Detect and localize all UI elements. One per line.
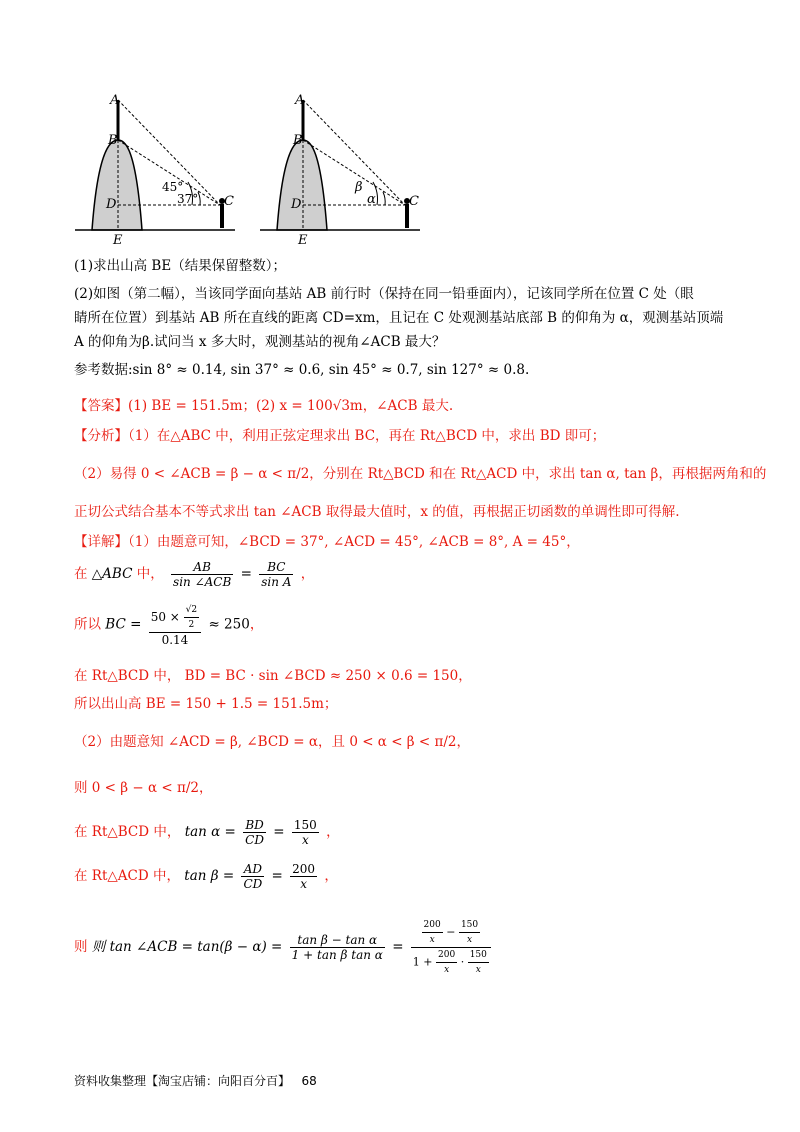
analysis-2: （2）易得 0 < ∠ACB = β − α < π/2，分别在 Rt△BCD 和在 Rt△ACD 中，求出 tan α, tan β，再根据两角和的: [74, 466, 767, 482]
reference-data: 参考数据:sin 8° ≈ 0.14, sin 37° ≈ 0.6, sin 45° ≈ 0.7, sin 127° ≈ 0.8.: [74, 362, 530, 378]
svg-text:D: D: [291, 197, 302, 212]
svg-text:C: C: [409, 194, 419, 209]
detail-7: 则 0 < β − α < π/2，: [74, 780, 213, 796]
analysis-3: 正切公式结合基本不等式求出 tan ∠ACB 取得最大值时，x 的值，再根据正切函数的单调性即可得解.: [74, 504, 680, 520]
analysis-1: 【分析】（1）在△ABC 中，利用正弦定理求出 BC，再在 Rt△BCD 中，求出 BD 即可；: [74, 428, 606, 444]
footer: 资料收集整理【淘宝店铺：向阳百分百】 68: [74, 1074, 317, 1088]
figure-1: [70, 90, 240, 250]
svg-text:B: B: [293, 133, 303, 148]
page-number: 68: [301, 1074, 317, 1088]
mountain: [92, 140, 142, 230]
svg-text:β: β: [355, 180, 363, 195]
detail-3: 所以 BC = 50 × $\frac{√2}{2}$ 0.14 ≈ 250，: [74, 605, 264, 647]
svg-text:A: A: [295, 93, 305, 108]
svg-text:α: α: [367, 192, 376, 207]
answer: 【答案】(1) BE = 151.5m；(2) x = 100√3m，∠ACB 最大.: [74, 398, 454, 414]
svg-text:D: D: [106, 197, 117, 212]
svg-text:E: E: [298, 233, 308, 248]
detail-2: 在 △ABC 中， $\frac{AB}{\text{sin ∠ACB}}$ = $\frac{BC}{\text{sin A}}$ ，: [74, 560, 315, 589]
question-2-line-1: (2)如图（第二幅），当该同学面向基站 AB 前行时（保持在同一铅垂面内），记该同学所在位置 C 处（眼: [74, 286, 694, 302]
figure-2: [255, 90, 425, 250]
svg-text:37°: 37°: [177, 192, 199, 206]
svg-text:B: B: [108, 133, 118, 148]
question-2-line-3: A 的仰角为β.试问当 x 多大时，观测基站的视角∠ACB 最大？: [74, 334, 446, 350]
detail-8: 在 Rt△BCD 中， tan α = $\frac{BD}{CD}$ = $\frac{150}{x}$ ，: [74, 818, 340, 847]
detail-6: （2）由题意知 ∠ACD = β, ∠BCD = α，且 0 < α < β < π/2，: [74, 734, 471, 750]
detail-9: 在 Rt△ACD 中， tan β = $\frac{AD}{CD}$ = $\frac{200}{x}$ ，: [74, 862, 338, 891]
question-1: (1)求出山高 BE（结果保留整数）；: [74, 258, 286, 274]
detail-5: 所以出山高 BE = 150 + 1.5 = 151.5m；: [74, 696, 338, 712]
svg-text:C: C: [224, 194, 234, 209]
question-2-line-2: 睛所在位置）到基站 AB 所在直线的距离 CD=xm，且记在 C 处观测基站底部 B 的仰角为 α，观测基站顶端: [74, 310, 724, 326]
svg-text:A: A: [110, 93, 120, 108]
detail-4: 在 Rt△BCD 中， BD = BC · sin ∠BCD ≈ 250 × 0.6 = 150，: [74, 668, 472, 684]
svg-text:E: E: [113, 233, 123, 248]
detail-1: 【详解】（1）由题意可知，∠BCD = 37°, ∠ACD = 45°, ∠ACB = 8°, A = 45°，: [74, 534, 580, 550]
svg-text:45°: 45°: [162, 180, 184, 194]
detail-10: 则 则 tan ∠ACB = tan(β − α) = $\frac{\text{tan β − tan α}}{\text{1 + tan β tan α}}$ = $\frac{200}{x}$ − $\frac{150}{x}$ 1 + $\frac{200}{x}$ · $\frac{150}{x}$: [74, 918, 494, 977]
